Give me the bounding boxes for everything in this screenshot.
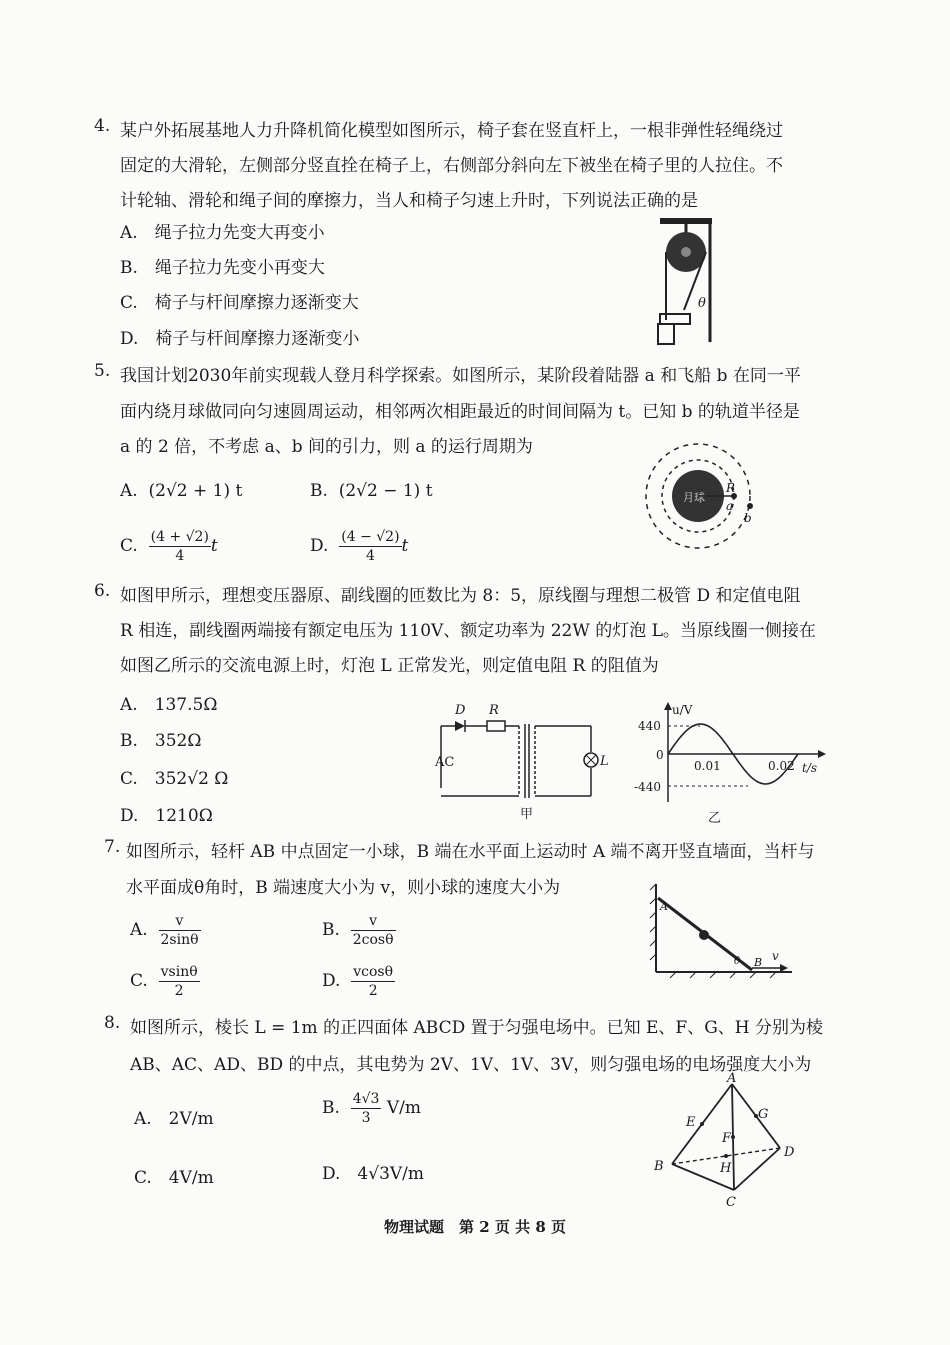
q8-option-c: C. 4V/m bbox=[134, 1168, 214, 1188]
q6-ymax: 440 bbox=[638, 719, 661, 733]
q8-label-a: A bbox=[727, 1071, 737, 1086]
q8-stem-line1: 如图所示，棱长 L = 1m 的正四面体 ABCD 置于匀强电场中。已知 E、F、G、H 分别为棱 bbox=[130, 1018, 824, 1038]
q4-option-b: B. 绳子拉力先变小再变大 bbox=[120, 258, 325, 278]
q6-label-l: L bbox=[600, 754, 609, 769]
q6-option-a: A. 137.5Ω bbox=[120, 695, 218, 715]
q4-option-d: D. 椅子与杆间摩擦力逐渐变小 bbox=[120, 329, 360, 349]
q5-moon-label: 月球 bbox=[683, 491, 705, 504]
q6-label-d: D bbox=[455, 703, 466, 718]
q8-label-d: D bbox=[784, 1145, 795, 1160]
q7-number: 7. bbox=[104, 837, 121, 857]
q8-label-b: B bbox=[654, 1159, 664, 1174]
q4-number: 4. bbox=[94, 116, 111, 136]
q5-option-b: B. (2√2 − 1) t bbox=[310, 481, 433, 501]
q5-stem-line2: 面内绕月球做同向匀速圆周运动，相邻两次相距最近的时间间隔为 t。已知 b 的轨道半径是 bbox=[120, 402, 800, 422]
q6-option-d: D. 1210Ω bbox=[120, 806, 213, 826]
q6-diode bbox=[455, 721, 465, 731]
q5-number: 5. bbox=[94, 361, 111, 381]
q7-option-b: B. $\frac{v}{2\cos\theta}$ bbox=[322, 913, 394, 948]
q6-label-ac: AC bbox=[435, 755, 455, 770]
q4-option-c: C. 椅子与杆间摩擦力逐渐变大 bbox=[120, 293, 359, 313]
q6-tick-002: 0.02 bbox=[768, 759, 795, 773]
q7-option-d: D. $\frac{vcos\theta}{2}$ bbox=[322, 964, 394, 999]
q5-option-d: D. $\frac{(4 - √2)}{4}$ t bbox=[310, 529, 409, 564]
q7-label-theta: θ bbox=[734, 956, 741, 967]
q7-label-a: A bbox=[660, 900, 668, 913]
q7-ball bbox=[699, 930, 709, 940]
q8-option-d: D. 4√3V/m bbox=[322, 1164, 425, 1184]
q6-option-c: C. 352√2 Ω bbox=[120, 769, 229, 789]
q4-option-a: A. 绳子拉力先变大再变小 bbox=[120, 223, 325, 243]
q8-tetrahedron-figure bbox=[650, 1070, 800, 1210]
q6-option-b: B. 352Ω bbox=[120, 731, 202, 751]
q5-label-a: a bbox=[726, 499, 734, 513]
q7-stem-line2: 水平面成θ角时，B 端速度大小为 v，则小球的速度大小为 bbox=[126, 878, 561, 898]
q6-stem-line1: 如图甲所示，理想变压器原、副线圈的匝数比为 8：5，原线圈与理想二极管 D 和定值电阻 bbox=[120, 586, 801, 606]
q6-ymin: -440 bbox=[634, 780, 661, 794]
q8-option-a: A. 2V/m bbox=[134, 1109, 214, 1129]
q6-circuit-figure bbox=[425, 698, 615, 823]
q5-option-a: A. (2√2 + 1) t bbox=[120, 481, 243, 501]
q8-label-f: F bbox=[722, 1131, 732, 1146]
q4-chair bbox=[660, 314, 690, 324]
q4-stem-line3: 计轮轴、滑轮和绳子间的摩擦力，当人和椅子匀速上升时，下列说法正确的是 bbox=[120, 191, 698, 211]
q8-label-c: C bbox=[726, 1195, 736, 1210]
q7-stem-line1: 如图所示，轻杆 AB 中点固定一小球，B 端在水平面上运动时 A 端不离开竖直墙面，当杆与 bbox=[126, 842, 815, 862]
q5-orbit-figure bbox=[630, 440, 760, 560]
q5-label-b: b bbox=[744, 511, 752, 525]
q6-stem-line3: 如图乙所示的交流电源上时，灯泡 L 正常发光，则定值电阻 R 的阻值为 bbox=[120, 656, 659, 676]
q7-option-c: C. $\frac{vsin\theta}{2}$ bbox=[130, 964, 198, 999]
q6-stem-line2: R 相连，副线圈两端接有额定电压为 110V、额定功率为 22W 的灯泡 L。当原线圈一侧接在 bbox=[120, 621, 816, 641]
q8-label-h: H bbox=[720, 1161, 732, 1176]
q5-label-r: R bbox=[726, 481, 736, 495]
q8-number: 8. bbox=[104, 1013, 121, 1033]
q8-label-g: G bbox=[758, 1107, 769, 1122]
q7-option-a: A. $\frac{v}{2\sin\theta}$ bbox=[130, 913, 199, 948]
q6-tick-001: 0.01 bbox=[694, 759, 721, 773]
q6-resistor bbox=[487, 721, 505, 731]
q4-ceiling bbox=[660, 218, 712, 224]
q7-label-b: B bbox=[754, 956, 763, 969]
q6-voltage-graph bbox=[628, 702, 828, 827]
q6-caption-jia: 甲 bbox=[520, 807, 534, 822]
q6-xlabel: t/s bbox=[802, 761, 818, 775]
q5-option-c: C. $\frac{(4 + √2)}{4}$ t bbox=[120, 529, 218, 564]
q8-stem-line2: AB、AC、AD、BD 的中点，其电势为 2V、1V、1V、3V，则匀强电场的电场强度大小为 bbox=[130, 1055, 812, 1075]
q4-stem-line1: 某户外拓展基地人力升降机简化模型如图所示，椅子套在竖直杆上，一根非弹性轻绳绕过 bbox=[120, 121, 783, 141]
q7-rod-figure bbox=[640, 880, 800, 980]
page-footer: 物理试题 第 2 页 共 8 页 bbox=[384, 1218, 566, 1236]
q6-number: 6. bbox=[94, 581, 111, 601]
q5-ship-b bbox=[747, 503, 753, 509]
q8-label-e: E bbox=[686, 1115, 696, 1130]
q5-stem-line3: a 的 2 倍，不考虑 a、b 间的引力，则 a 的运行周期为 bbox=[120, 437, 533, 457]
q4-stem-line2: 固定的大滑轮，左侧部分竖直拴在椅子上，右侧部分斜向左下被坐在椅子里的人拉住。不 bbox=[120, 156, 783, 176]
q7-velocity-arrow bbox=[780, 964, 788, 972]
q8-option-b: B. $\frac{4√3}{3}$ V/m bbox=[322, 1091, 421, 1126]
q4-theta-label: θ bbox=[698, 296, 706, 311]
q5-stem-line1: 我国计划2030年前实现载人登月科学探索。如图所示，某阶段着陆器 a 和飞船 b 在同一平 bbox=[120, 366, 801, 386]
q7-label-v: v bbox=[772, 949, 779, 963]
q6-caption-yi: 乙 bbox=[708, 811, 722, 826]
q6-zero: 0 bbox=[656, 748, 664, 762]
q6-label-r: R bbox=[489, 703, 499, 718]
q6-ylabel: u/V bbox=[672, 703, 693, 717]
q4-lift-figure bbox=[640, 212, 730, 352]
